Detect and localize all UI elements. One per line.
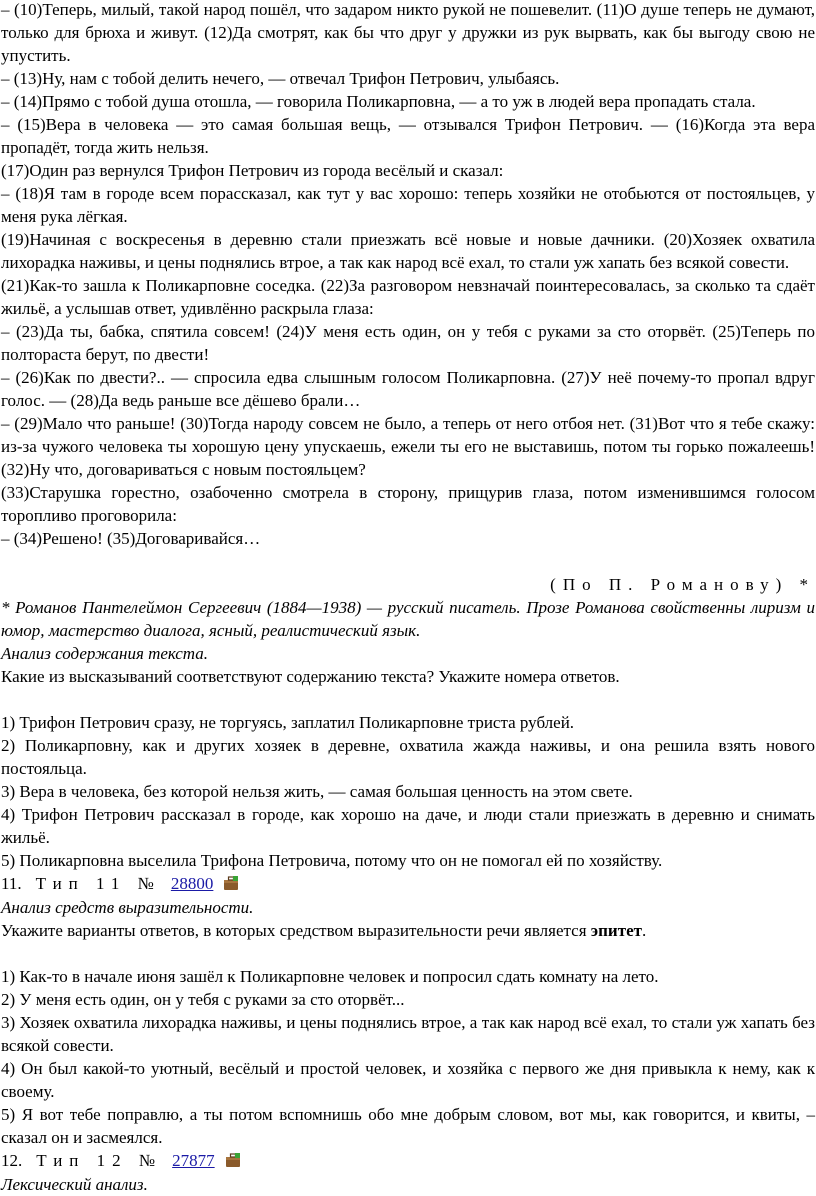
task10-question: Какие из высказываний соответствуют содержанию текста? Укажите номера ответов. [1,667,620,686]
spacer [1,550,815,573]
answer-option: 1) Трифон Петрович сразу, не торгуясь, заплатил Поликарповне триста рублей. [1,713,575,732]
task10-answers [1,711,815,872]
text-paragraph: – (18)Я там в городе всем порассказал, как тут у вас хорошо: теперь хозяйки не отобьются от постояльцев, у меня рука лёгкая. [1,184,815,226]
question-end: . [641,921,647,940]
question-keyword: эпитет [590,921,642,940]
task11-header [1,872,815,896]
task11-answers [1,965,815,1149]
briefcase-icon[interactable] [225,1151,241,1166]
briefcase-icon[interactable] [223,874,239,889]
answer-option: 3) Вера в человека, без которой нельзя жить, — самая большая ценность на этом свете. [1,782,633,801]
answer-option: 3) Хозяек охватила лихорадка наживы, и цены поднялись втрое, а так как народ всё ехал, то стали уж хапать без всякой совести. [1,1013,815,1055]
task10-heading: Анализ содержания текста. [1,644,209,663]
answer-option: 4) Трифон Петрович рассказал в городе, как хорошо на даче, и люди стали приезжать в деревню и снимать жильё. [1,805,815,847]
task12-header [1,1149,815,1173]
text-paragraph: (17)Один раз вернулся Трифон Петрович из города весёлый и сказал: [1,161,504,180]
spacer [1,688,815,711]
text-paragraph: – (15)Вера в человека — это самая большая вещь, — отзывался Трифон Петрович. — (16)Когда эта вера пропадёт, тогда жить нельзя. [1,115,815,157]
spacer [1,942,815,965]
answer-option: 2) У меня есть один, он у тебя с руками за сто оторвёт... [1,990,405,1009]
text-paragraph: (19)Начиная с воскресенья в деревню стали приезжать всё новые и новые дачники. (20)Хозяек охватила лихорадка наживы, и цены поднялись втрое, а так как народ всё ехал, то стали уж хапать без всякой совести. [1,230,815,272]
task-number: 12. [1,1151,23,1170]
text-paragraph: – (29)Мало что раньше! (30)Тогда народу совсем не было, а теперь от него отбоя нет. (31)Вот что я тебе скажу: из-за чужого человека ты хорошую цену упускаешь, ежели ты его не выставишь, потом ты горько пожалеешь! (32)Ну что, договариваться с новым постояльцем? [1,414,815,479]
task-type-label: Тип 11 № [35,874,161,893]
text-paragraph: – (23)Да ты, бабка, спятила совсем! (24)У меня есть один, он у тебя с руками за сто оторвёт. (25)Теперь по полтораста берут, по двести! [1,322,815,364]
text-paragraph: – (13)Ну, нам с тобой делить нечего, — отвечал Трифон Петрович, улыбаясь. [1,69,560,88]
answer-option: 5) Поликарповна выселила Трифона Петровича, потому что он не помогал ей по хозяйству. [1,851,663,870]
task-number: 11. [1,874,22,893]
source-attribution: (По П. Романову) * [550,575,815,594]
question-text: Укажите варианты ответов, в которых средством выразительности речи является [1,921,591,940]
text-paragraph: – (10)Теперь, милый, такой народ пошёл, что задаром никто рукой не пошевелит. (11)О душе теперь не думают, только для брюха и живут. (12)Да смотрят, как бы что друг у дружки из рук вырвать, как бы выгоду свою не упустить. [1,0,815,65]
answer-option: 1) Как-то в начале июня зашёл к Поликарповне человек и попросил сдать комнату на лето. [1,967,659,986]
text-paragraph: – (14)Прямо с тобой душа отошла, — говорила Поликарповна, — а то уж в людей вера пропадать стала. [1,92,756,111]
answer-option: 4) Он был какой-то уютный, весёлый и простой человек, и хозяйка с первого же дня привыкла к нему, как к своему. [1,1059,815,1101]
story-text [1,0,815,550]
task-id-link[interactable]: 27877 [172,1151,215,1170]
answer-option: 2) Поликарповну, как и других хозяек в деревне, охватила жажда наживы, и она решила взять нового постояльца. [1,736,815,778]
answer-option: 5) Я вот тебе поправлю, а ты потом вспомнишь обо мне добрым словом, вот мы, как говорится, и квиты, – сказал он и засмеялся. [1,1105,815,1147]
task11-heading: Анализ средств выразительности. [1,898,254,917]
author-footnote: * Романов Пантелеймон Сергеевич (1884—1938) — русский писатель. Прозе Романова свойственны лиризм и юмор, мастерство диалога, ясный, реалистический язык. [1,598,815,640]
text-paragraph: – (26)Как по двести?.. — спросила едва слышным голосом Поликарповна. (27)У неё почему-то пропал вдруг голос. — (28)Да ведь раньше все дёшево брали… [1,368,815,410]
task12-heading: Лексический анализ. [1,1175,148,1194]
task-id-link[interactable]: 28800 [170,874,214,893]
text-paragraph: (21)Как-то зашла к Поликарповне соседка. (22)За разговором невзначай поинтересовалась, за сколько та сдаёт жильё, а услышав ответ, удивлённо раскрыла глаза: [1,276,815,318]
text-paragraph: – (34)Решено! (35)Договаривайся… [1,529,261,548]
task-type-label: Тип 12 № [36,1151,163,1170]
task11-question [1,919,815,942]
text-paragraph: (33)Старушка горестно, озабоченно смотрела в сторону, прищурив глаза, потом изменившимся голосом торопливо проговорила: [1,483,815,525]
